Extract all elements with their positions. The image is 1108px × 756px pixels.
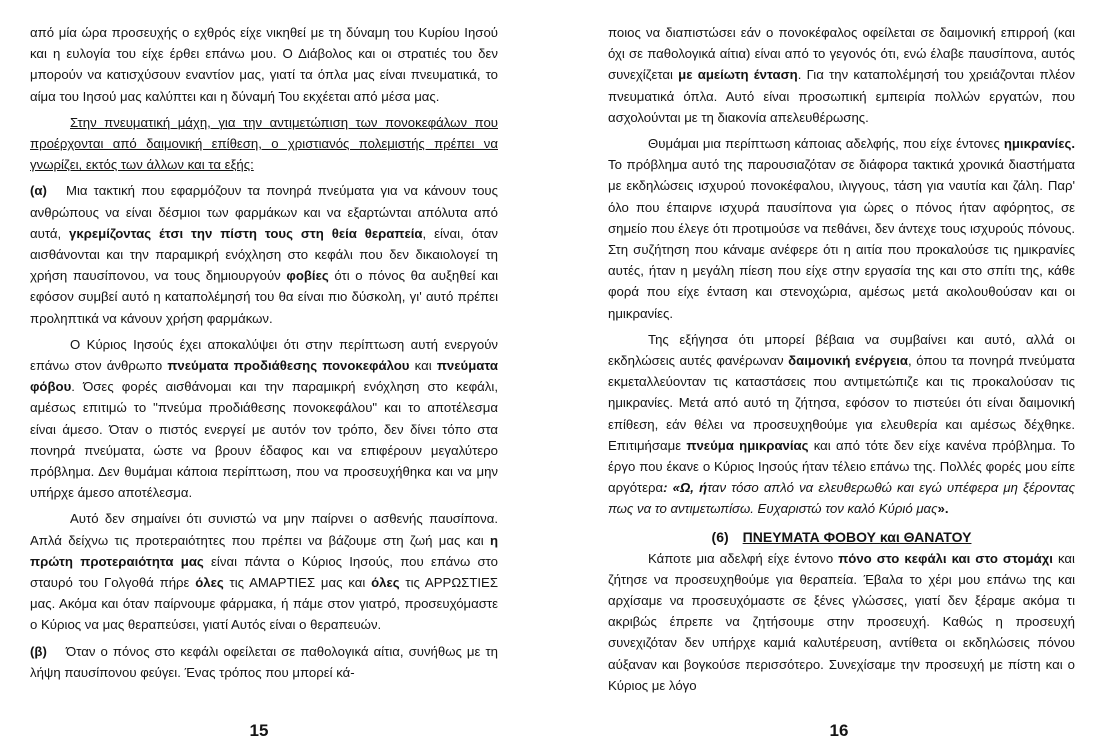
page-number-left: 15 [249, 721, 269, 740]
paragraph: από μία ώρα προσευχής ο εχθρός είχε νικηθεί με τη δύναμη του Κυρίου Ιησού και η ευλογία του είχε έρθει επάνω μου. Ο Διάβολος και οι στρατιές του δεν μπορούν να κατισχύσουν εναντίον μας, γιατί τα όπλα μας είναι πνευματικά, το αίμα του Ιησού μας καλύπτει και η δύναμή Του εκχέεται από μέσα μας. [30, 25, 498, 104]
section-heading [608, 527, 1075, 548]
point-b-label: (β) [30, 643, 47, 659]
point-b: (β) Όταν ο πόνος στο κεφάλι οφείλεται σε παθολογικά αίτια, συνήθως με τη λήψη παυσίπονου φεύγει. Ένας τρόπος που μπορεί κά- [30, 641, 498, 683]
underlined-paragraph: Στην πνευματική μάχη, για την αντιμετώπιση των πονοκεφάλων που προέρχονται από δαιμονική επίθεση, ο χριστιανός πολεμιστής πρέπει να γνωρίζει, εκτός των άλλων και τα εξής: [30, 114, 498, 173]
paragraph: Αυτό δεν σημαίνει ότι συνιστώ να μην παίρνει ο ασθενής παυσίπονα. Απλά δείχνω τις προτεραιότητες που πρέπει να βάζουμε στη ζωή μας και η πρώτη προτεραιότητα μας είναι πάντα ο Κύριος Ιησούς, που επάνω στο σταυρό του Γολγοθά πήρε όλες τις ΑΜΑΡΤΙΕΣ μας και όλες τις ΑΡΡΩΣΤΙΕΣ μας. Ακόμα και όταν παίρνουμε φάρμακα, ή πάμε στον γιατρό, προσευχόμαστε ο Κύριος να μας θεραπεύσει, γιατί Αυτός είναι ο θεραπευών. [30, 511, 499, 633]
left-page-text [30, 22, 498, 683]
paragraph: Ο Κύριος Ιησούς έχει αποκαλύψει ότι στην περίπτωση αυτή ενεργούν επάνω στον άνθρωπο πνεύματα προδιάθεσης πονοκεφάλου και πνεύματα φόβου. Όσες φορές αισθάνομαι και την παραμικρή ενόχληση στο κεφάλι, αμέσως επιτιμώ το "πνεύμα προδιάθεσης πονοκεφάλου" και το αποτέλεσμα είναι άμεσο. Όταν ο πιστός ενεργεί με αυτόν τον τρόπο, δεν δίνει τόπο στα πονηρά πνεύματα, ώστε να βρουν έδαφος και να επιφέρουν μεγαλύτερο πρόβλημα. Δεν θυμάμαι κάποια περίπτωση, που να προσευχήθηκα και να μην υπήρχε άμεσο αποτέλεσμα. [30, 336, 498, 501]
page-number-right: 16 [829, 721, 849, 740]
paragraph: Κάποτε μια αδελφή είχε έντονο πόνο στο κεφάλι και στο στομάχι και ζήτησε να προσευχηθούμε για θεραπεία. Έβαλα το χέρι μου επάνω της και αρχίσαμε να προσευχόμαστε σε ξένες γλώσσες, γιατί δεν ξέραμε ακόμα τι ακριβώς έπρεπε να ζητήσουμε στην προσευχή. Καθώς η προσευχή συνεχιζόταν δεν υπήρχε καμιά καλυτέρευση, αντίθετα οι εκδηλώσεις πόνου αύξαναν και βογκούσε περισσότερο. Συνεχίσαμε την προσευχή με πίστη και ο Κύριος με λόγο [608, 550, 1075, 693]
point-a: (α) Μια τακτική που εφαρμόζουν τα πονηρά πνεύματα για να κάνουν τους ανθρώπους να είναι δέσμιοι των φαρμάκων και να εξαρτώνται απόλυτα από αυτά, γκρεμίζοντας έτσι την πίστη τους στη θεία θεραπεία, είναι, όταν αισθάνονται και την παραμικρή ενόχληση στο κεφάλι που δεν δικαιολογεί τη χρήση παυσίπονου, να τους δημιουργούν φοβίες ότι ο πόνος θα αυξηθεί και εφόσον συμβεί αυτό η καταπολέμησή του θα είναι πιο δύσκολη, γι' αυτό πρέπει προληπτικά να κάνουν χρήση φαρμάκων. [30, 180, 498, 328]
paragraph: ποιος να διαπιστώσει εάν ο πονοκέφαλος οφείλεται σε δαιμονική επιρροή (και όχι σε παθολογικά αίτια) είναι από το γεγονός ότι, ενώ έλαβε παυσίπονα, αυτός συνεχίζεται με αμείωτη ένταση. Για την καταπολέμησή του χρειάζονται πλέον πνευματικά όπλα. Αυτό είναι προσωπική εμπειρία πολλών εργατών, που ασχολούνται με τη διακονία απελευθέρωσης. [608, 25, 1075, 125]
left-page [30, 0, 498, 683]
paragraph: Θυμάμαι μια περίπτωση κάποιας αδελφής, που είχε έντονες ημικρανίες. Το πρόβλημα αυτό της παρουσιαζόταν σε διάφορα τακτικά χρονικά διαστήματα με εκδηλώσεις ισχυρού πονοκέφαλου, ιλιγγους, τάση για ναυτία και ζάλη. Παρ' όλο που έπαιρνε ισχυρά παυσίπονα για ώρες ο πόνος ήταν αφόρητος, σε σημείο που έλεγε ότι προτιμούσε να πεθάνει, δεν άντεχε τους ισχυρούς πόνους. Στη συζήτηση που κάναμε ανέφερε ότι η αιτία που προκαλούσε τις ημικρανίες αυτές, ήταν η μεγάλη πίεση που είχε στην εργασία της και στο σπίτι της, κάθε φορά που είχε ένταση και στενοχώρια, αμέσως μετά ακολουθούσαν και οι ημικρανίες. [608, 136, 1075, 321]
paragraph: Της εξήγησα ότι μπορεί βέβαια να συμβαίνει και αυτό, αλλά οι εκδηλώσεις αυτές φανέρωναν δαιμονική ενέργεια, όπου τα πονηρά πνεύματα εκμεταλλεύονταν τις καταστάσεις που αντιμετώπιζε και τις προκαλούσαν τις ημικρανίες. Μετά από αυτό τη ζήτησα, εφόσον το πιστεύει ότι είναι δαιμονική επίθεση, εάν θέλει να προσευχηθούμε για ελευθερία και αμέσως δέχθηκε. Επιτιμήσαμε πνεύμα ημικρανίας και από τότε δεν είχε κανένα πρόβλημα. Το έργο που έκανε ο Κύριος Ιησούς ήταν τέλειο επάνω της. Πολλές φορές μου είπε αργότερα: «Ω, ήταν τόσο απλό να ελευθερωθώ και εγώ υπέφερα μη ξέροντας πως να το αντιμετωπίσω. Ευχαριστώ τον καλό Κύριό μας». [608, 331, 1075, 517]
section-number: (6) [711, 528, 729, 545]
section-title: ΠΝΕΥΜΑΤΑ ΦΟΒΟΥ και ΘΑΝΑΤΟΥ [742, 528, 972, 545]
right-page [608, 0, 1075, 696]
right-page-text [608, 22, 1075, 696]
point-a-label: (α) [30, 183, 47, 199]
